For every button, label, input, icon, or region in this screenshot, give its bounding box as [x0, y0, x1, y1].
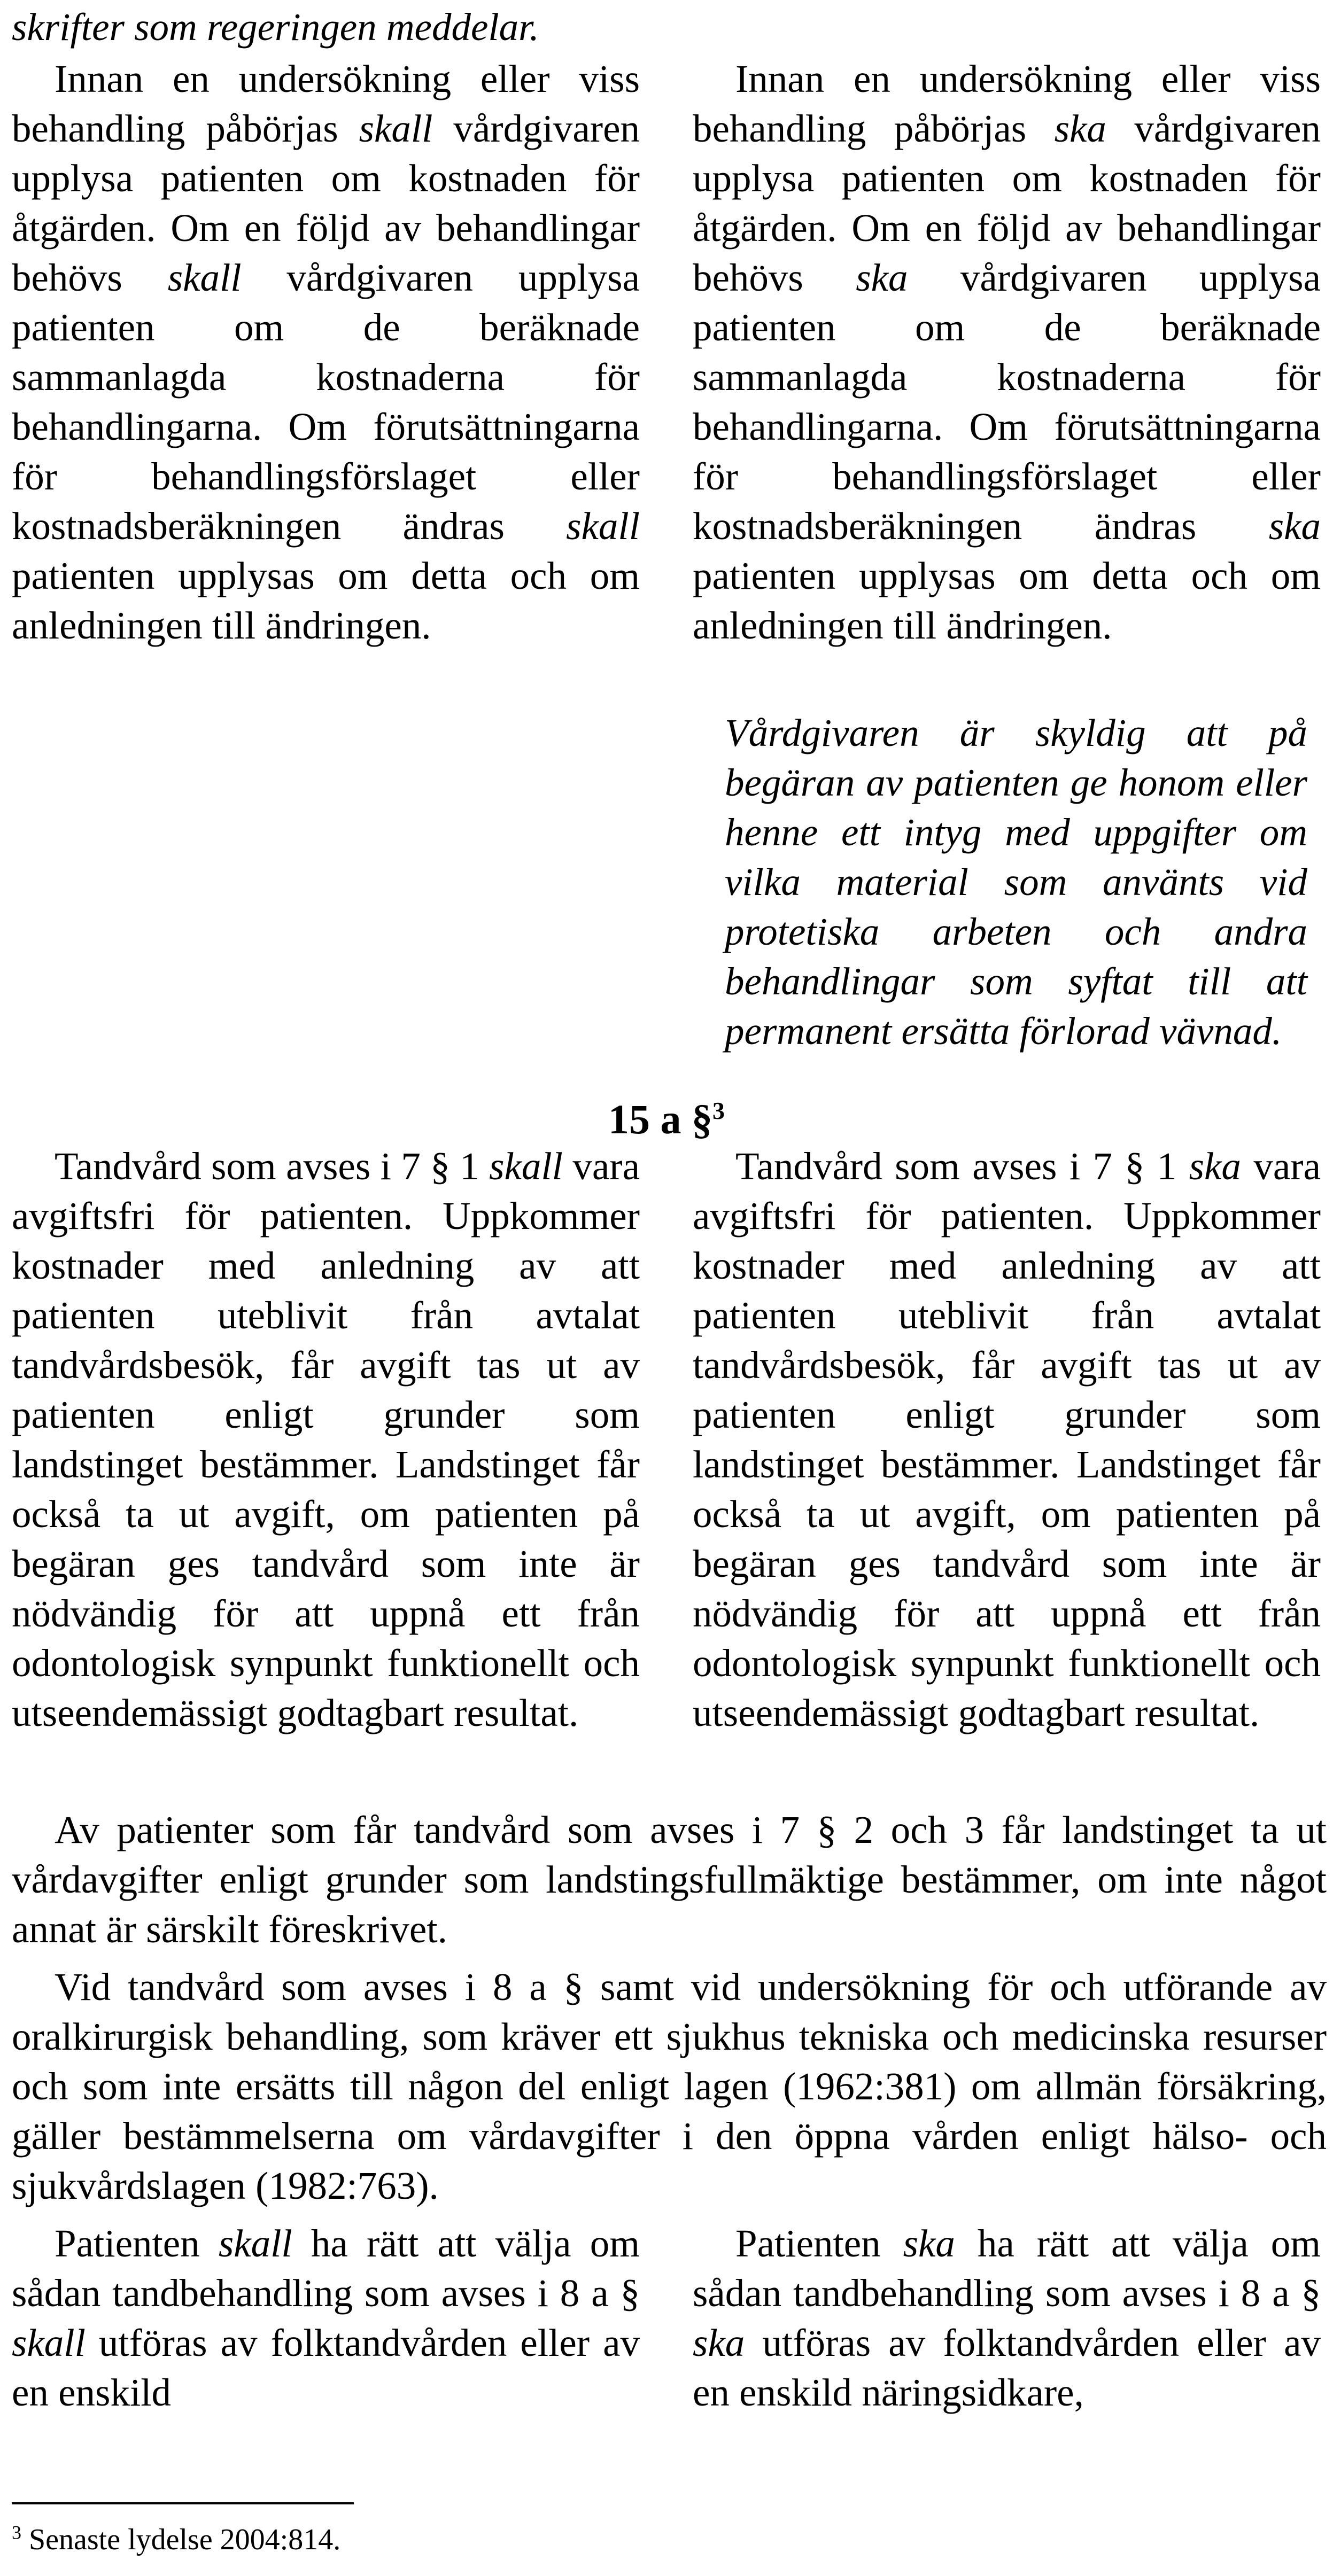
footnote-number: 3 — [12, 2521, 21, 2543]
block1-left-column — [12, 54, 640, 650]
text-run: Tandvård som avses i 7 § 1 — [55, 1145, 490, 1188]
text-run: Patienten — [735, 2222, 903, 2265]
text-run: patienten upplysas om detta och om anledningen till ändringen. — [693, 554, 1321, 647]
top-fragment — [12, 2, 640, 52]
top-fragment-text: skrifter som regeringen meddelar. — [12, 5, 539, 49]
text-run: Innan en undersökning eller viss behandling påbörjas — [12, 57, 640, 150]
text-run: ha rätt att välja om sådan tandbehandling som avses i 8 a § — [693, 2222, 1321, 2315]
text-run: vara avgiftsfri för patienten. Uppkommer kostnader med anledning av att patienten uteblivit från avtalat tandvårdsbesök, får avgift tas ut av patienten enligt grunder som landstinget bestämmer. Landstinget får också ta ut avgift, om patienten på begäran ges tandvård som inte är nödvändig för att uppnå ett från odontologisk synpunkt funktionellt och utseendemässigt godtagbart resultat. — [693, 1145, 1321, 1734]
block1-right-column — [693, 54, 1321, 650]
block1-right-paragraph — [693, 54, 1321, 650]
emphasized-word: ska — [1189, 1145, 1241, 1188]
text-run: ha rätt att välja om sådan tandbehandling som avses i 8 a § — [12, 2222, 640, 2315]
full-width-paragraph-1 — [12, 1805, 1327, 1954]
emphasized-word: skall — [12, 2321, 86, 2364]
text-run: vårdgivaren upplysa patienten om kostnaden för åtgärden. Om en följd av behandlingar behövs — [693, 107, 1321, 299]
full-width-paragraph-2 — [12, 1962, 1327, 2211]
text-run: vårdgivaren upplysa patienten om kostnaden för åtgärden. Om en följd av behandlingar behövs — [12, 107, 640, 299]
block1-right-new-paragraph — [693, 708, 1307, 1056]
block2-left-column — [12, 1141, 640, 1738]
full-paragraph-text-1: Av patienter som får tandvård som avses i 7 § 2 och 3 får landstinget ta ut vårdavgifter enligt grunder som landstingsfullmäktige bestämmer, om inte något annat är särskilt föreskrivet. — [12, 1808, 1327, 1951]
text-run: utföras av folktandvården eller av en enskild näringsidkare, — [693, 2321, 1321, 2414]
block1-left-paragraph — [12, 54, 640, 650]
block2-right-paragraph — [693, 1141, 1321, 1738]
emphasized-word: skall — [167, 256, 242, 299]
emphasized-word: ska — [856, 256, 908, 299]
text-run: vårdgivaren upplysa patienten om de beräknade sammanlagda kostnaderna för behandlingarna. Om förutsättningarna för behandlingsförslaget eller kostnadsberäkningen ändras — [693, 256, 1321, 548]
text-run: Patienten — [55, 2222, 219, 2265]
emphasized-word: ska — [1054, 107, 1106, 150]
text-run: Tandvård som avses i 7 § 1 — [735, 1145, 1189, 1188]
block2-left-paragraph — [12, 1141, 640, 1738]
emphasized-word: ska — [1268, 504, 1321, 548]
block2-right-column — [693, 1141, 1321, 1738]
footnote — [12, 2521, 1081, 2558]
section-label: 15 a § — [608, 1096, 712, 1142]
emphasized-word: skall — [218, 2222, 292, 2265]
text-run: patienten upplysas om detta och om anledningen till ändringen. — [12, 554, 640, 647]
text-run: vårdgivaren upplysa patienten om de beräknade sammanlagda kostnaderna för behandlingarna. Om förutsättningarna för behandlingsförslaget eller kostnadsberäkningen ändras — [12, 256, 640, 548]
emphasized-word: skall — [489, 1145, 563, 1188]
emphasized-word: skall — [566, 504, 640, 548]
emphasized-word: skall — [359, 107, 433, 150]
text-run: vara avgiftsfri för patienten. Uppkommer kostnader med anledning av att patienten uteblivit från avtalat tandvårdsbesök, får avgift tas ut av patienten enligt grunder som landstinget bestämmer. Landstinget får också ta ut avgift, om patienten på begäran ges tandvård som inte är nödvändig för att uppnå ett från odontologisk synpunkt funktionellt och utseendemässigt godtagbart resultat. — [12, 1145, 640, 1734]
text-run: utföras av folktandvården eller av en enskild — [12, 2321, 640, 2414]
block3-left-paragraph — [12, 2219, 640, 2417]
block3-right-column — [693, 2219, 1321, 2417]
block3-left-column — [12, 2219, 640, 2417]
footnote-separator — [12, 2502, 354, 2504]
section-heading — [0, 1094, 1333, 1144]
block3-right-paragraph — [693, 2219, 1321, 2417]
section-footnote-ref: 3 — [712, 1097, 725, 1124]
full-paragraph-text-2: Vid tandvård som avses i 8 a § samt vid undersökning för och utförande av oralkirurgisk behandling, som kräver ett sjukhus tekniska och medicinska resurser och som inte ersätts till någon del enligt lagen (1962:381) om allmän försäkring, gäller bestämmelserna om vårdavgifter i den öppna vården enligt hälso- och sjukvårdslagen (1982:763). — [12, 1965, 1327, 2207]
footnote-text: Senaste lydelse 2004:814. — [29, 2523, 341, 2556]
new-provision-text: Vårdgivaren är skyldig att på begäran av patienten ge honom eller henne ett intyg med uppgifter om vilka material som använts vid protetiska arbeten och andra behandlingar som syftat till att permanent ersätta förlorad vävnad. — [725, 711, 1307, 1053]
emphasized-word: ska — [693, 2321, 745, 2364]
emphasized-word: ska — [903, 2222, 955, 2265]
text-run: Innan en undersökning eller viss behandling påbörjas — [693, 57, 1321, 150]
